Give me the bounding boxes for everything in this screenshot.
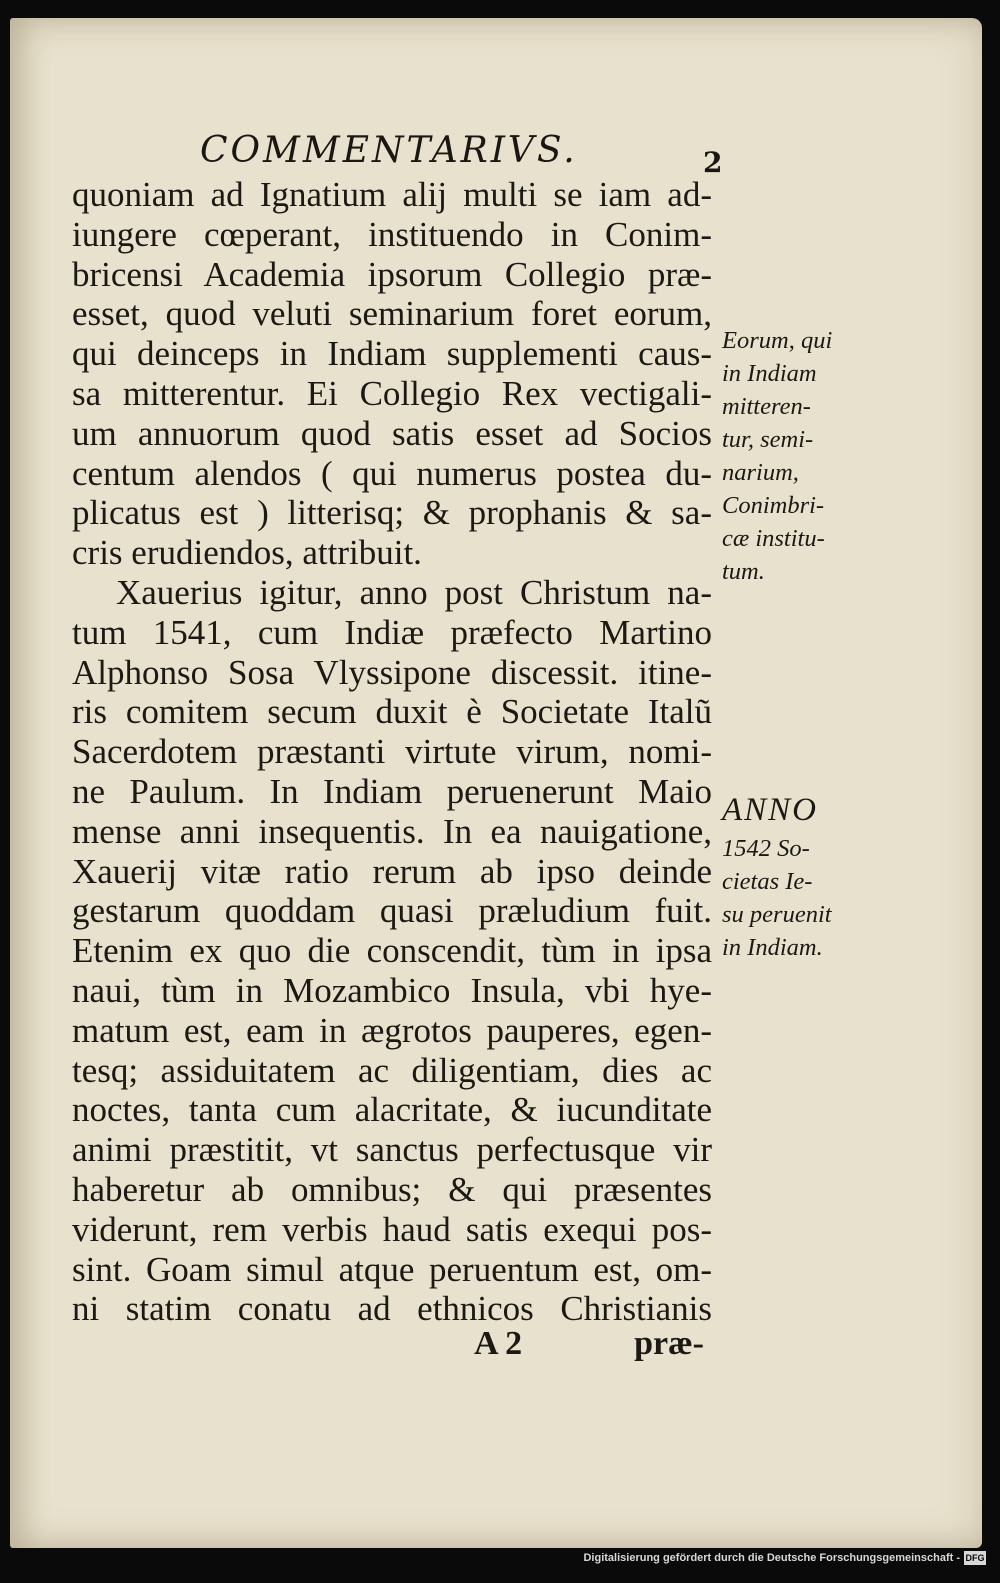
margin-note-line: mitteren-	[722, 393, 811, 420]
text-line: ris comitem secum duxit è Societate Italũ	[72, 692, 712, 732]
margin-note-line: cietas Ie-	[722, 868, 813, 895]
margin-note-line: tum.	[722, 558, 765, 585]
text-line: sa mitterentur. Ei Collegio Rex vectigali-	[72, 373, 712, 413]
text-line: Xauerij vitæ ratio rerum ab ipso deinde	[72, 851, 712, 891]
text-line: viderunt, rem verbis haud satis exequi pos-	[72, 1209, 712, 1249]
text-line: cris erudiendos, attribuit.	[72, 533, 422, 573]
body-text	[72, 175, 712, 1329]
margin-note-line: ANNO	[722, 792, 819, 828]
margin-note-line: cæ institu-	[722, 525, 825, 552]
margin-note-line: Eorum, qui	[722, 327, 833, 354]
text-line: qui deinceps in Indiam supplementi caus-	[72, 334, 712, 374]
text-line: um annuorum quod satis esset ad Socios	[72, 413, 712, 453]
text-line: Sacerdotem præstanti virtute virum, nomi-	[72, 732, 712, 772]
margin-note-line: in Indiam	[722, 360, 817, 387]
margin-note-line: 1542 So-	[722, 835, 810, 862]
margin-note-line: su peruenit	[722, 901, 832, 928]
margin-note-line: Conimbri-	[722, 492, 825, 519]
text-line: sint. Goam simul atque peruentum est, om-	[72, 1249, 712, 1289]
text-line: iungere cœperant, instituendo in Conim-	[72, 214, 712, 254]
text-line: ne Paulum. In Indiam peruenerunt Maio	[72, 771, 712, 811]
margin-note-line: narium,	[722, 459, 799, 486]
text-line: Alphonso Sosa Vlyssipone discessit. itine-	[72, 652, 712, 692]
margin-note-anno	[722, 788, 872, 964]
text-line: quoniam ad Ignatium alij multi se iam ad-	[72, 175, 712, 214]
margin-note-line: tur, semi-	[722, 426, 814, 453]
text-line: matum est, eam in ægrotos pauperes, egen-	[72, 1010, 712, 1050]
text-line: tesq; assiduitatem ac diligentiam, dies ac	[72, 1050, 712, 1090]
margin-note-seminary	[722, 324, 872, 588]
text-line: tum 1541, cum Indiæ præfecto Martino	[72, 612, 712, 652]
text-line: mense anni insequentis. In ea nauigatione,	[72, 811, 712, 851]
text-line: animi præstitit, vt sanctus perfectusque vir	[72, 1130, 712, 1170]
text-line: plicatus est ) litterisq; & prophanis & sa-	[72, 493, 712, 533]
margin-note-line: in Indiam.	[722, 934, 823, 961]
text-line: Etenim ex quo die conscendit, tùm in ipsa	[72, 931, 712, 971]
text-line: naui, tùm in Mozambico Insula, vbi hye-	[72, 970, 712, 1010]
text-line: haberetur ab omnibus; & qui præsentes	[72, 1169, 712, 1209]
page-footer	[474, 1325, 704, 1365]
text-line: Xauerius igitur, anno post Christum na-	[116, 572, 712, 612]
catchword: præ-	[634, 1325, 704, 1362]
funding-credit: Digitalisierung gefördert durch die Deutsche Forschungsgemeinschaft -	[583, 1552, 960, 1564]
book-page	[10, 18, 982, 1548]
running-head: COMMENTARIVS.	[200, 130, 578, 171]
signature-mark: A 2	[474, 1325, 523, 1362]
text-line: ni statim conatu ad ethnicos Christianis	[72, 1289, 712, 1329]
text-line: noctes, tanta cum alacritate, & iucunditate	[72, 1090, 712, 1130]
folio-number: 2	[703, 146, 723, 179]
text-line: gestarum quoddam quasi præludium fuit.	[72, 891, 712, 931]
dfg-logo: DFG	[965, 1553, 985, 1563]
text-line: centum alendos ( qui numerus postea du-	[72, 453, 712, 493]
text-line: esset, quod veluti seminarium foret eorum,	[72, 294, 712, 334]
text-line: bricensi Academia ipsorum Collegio præ-	[72, 254, 712, 294]
